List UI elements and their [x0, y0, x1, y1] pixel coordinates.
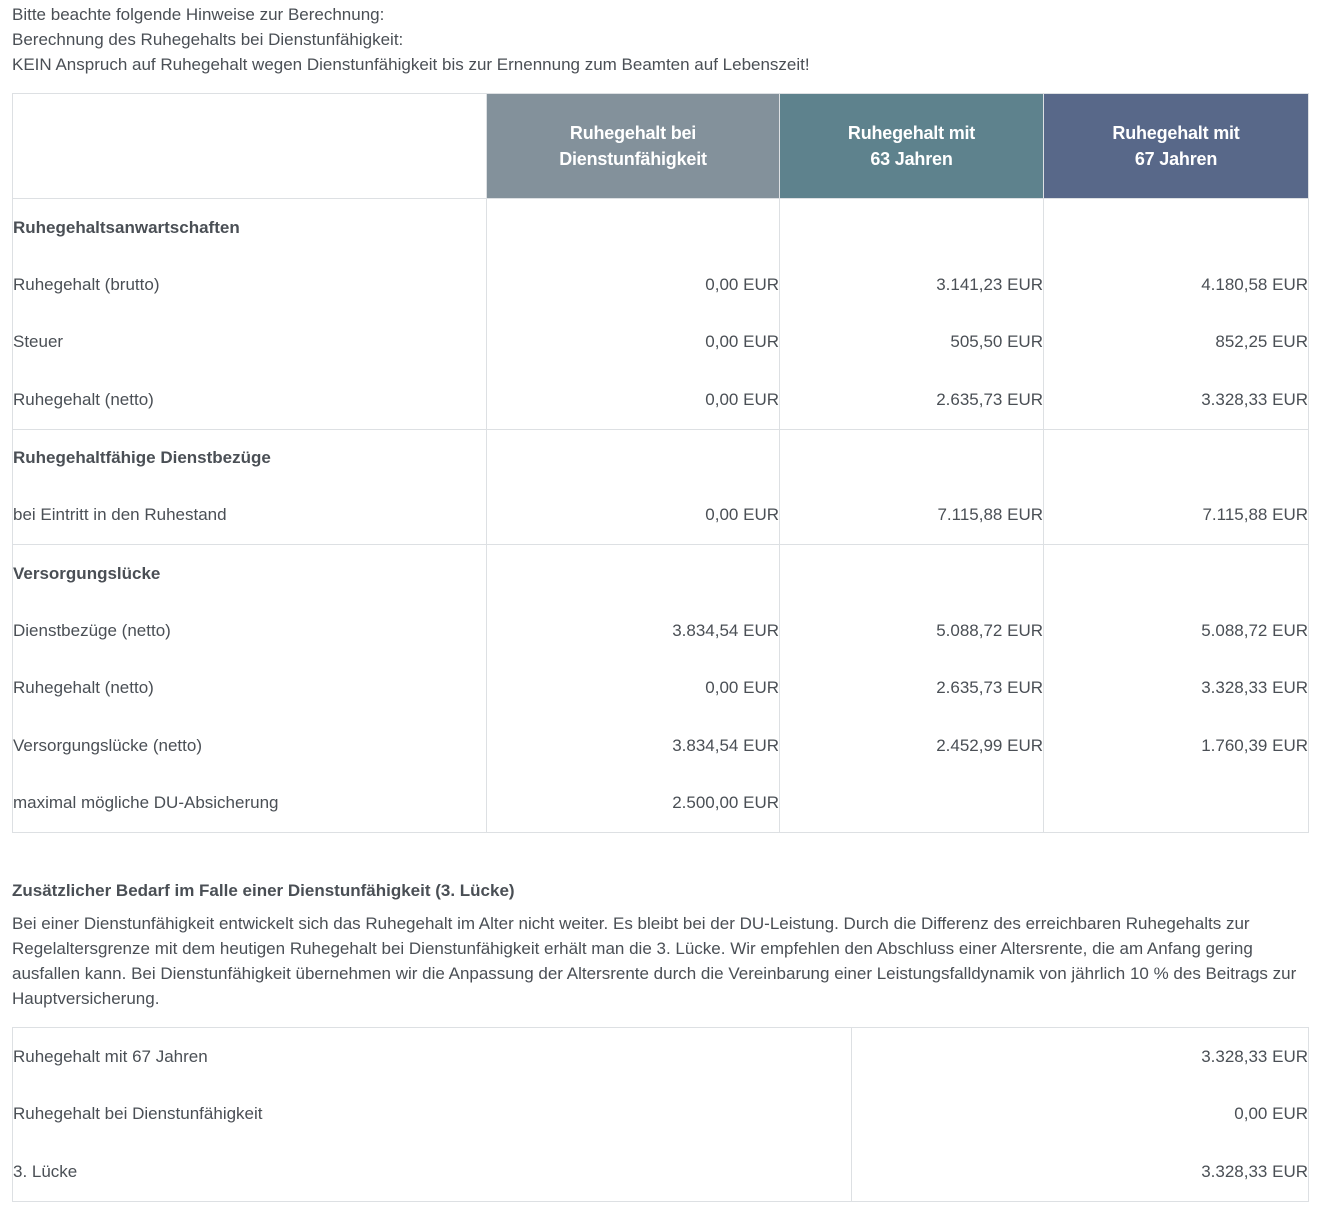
row-label: Ruhegehalt (netto)	[13, 371, 487, 429]
table-row	[13, 314, 1309, 372]
table-row	[13, 256, 1309, 314]
section-title: Ruhegehaltfähige Dienstbezüge	[13, 429, 487, 487]
row-label: maximal mögliche DU-Absicherung	[13, 775, 487, 833]
header-line: Ruhegehalt bei	[569, 123, 697, 143]
third-gap-table	[12, 1027, 1309, 1202]
note-line: Berechnung des Ruhegehalts bei Dienstunfähigkeit:	[12, 30, 404, 49]
value-67: 3.328,33 EUR	[1044, 371, 1309, 429]
row-label: Ruhegehalt (netto)	[13, 660, 487, 718]
header-line: Ruhegehalt mit	[847, 123, 976, 143]
row-label: Ruhegehalt mit 67 Jahren	[13, 1028, 852, 1086]
value-67: 852,25 EUR	[1044, 314, 1309, 372]
note-line: KEIN Anspruch auf Ruhegehalt wegen Dienstunfähigkeit bis zur Ernennung zum Beamten auf Lebenszeit!	[12, 55, 810, 74]
header-pension-67	[1044, 94, 1309, 199]
calculation-notes	[12, 2, 810, 77]
value-63: 2.452,99 EUR	[780, 717, 1044, 775]
value-67: 3.328,33 EUR	[1044, 660, 1309, 718]
value-67: 5.088,72 EUR	[1044, 602, 1309, 660]
row-label: Versorgungslücke (netto)	[13, 717, 487, 775]
value-63	[780, 775, 1044, 833]
table-row	[13, 660, 1309, 718]
header-line: Dienstunfähigkeit	[559, 149, 707, 169]
table-row	[13, 1086, 1309, 1144]
value-63: 5.088,72 EUR	[780, 602, 1044, 660]
table-row	[13, 717, 1309, 775]
pension-comparison-table	[12, 93, 1309, 833]
value-du: 3.834,54 EUR	[487, 717, 780, 775]
table-row	[13, 371, 1309, 429]
section-title: Ruhegehaltsanwartschaften	[13, 199, 487, 257]
value-du: 0,00 EUR	[487, 371, 780, 429]
value-du: 0,00 EUR	[487, 487, 780, 545]
table-row	[13, 602, 1309, 660]
note-line: Bitte beachte folgende Hinweise zur Berechnung:	[12, 5, 385, 24]
table-row	[13, 1028, 1309, 1086]
value-du: 2.500,00 EUR	[487, 775, 780, 833]
header-line: Ruhegehalt mit	[1112, 123, 1240, 143]
value-63: 2.635,73 EUR	[780, 371, 1044, 429]
table-row	[13, 487, 1309, 545]
row-label: bei Eintritt in den Ruhestand	[13, 487, 487, 545]
value-63: 2.635,73 EUR	[780, 660, 1044, 718]
section-header-row	[13, 199, 1309, 257]
value-du: 0,00 EUR	[487, 314, 780, 372]
row-label: Steuer	[13, 314, 487, 372]
value-du: 3.834,54 EUR	[487, 602, 780, 660]
third-gap-title: Zusätzlicher Bedarf im Falle einer Dienstunfähigkeit (3. Lücke)	[12, 881, 515, 900]
row-value: 3.328,33 EUR	[852, 1143, 1309, 1201]
header-pension-63	[780, 94, 1044, 199]
header-line: 63 Jahren	[870, 149, 953, 169]
header-empty-cell	[13, 94, 487, 199]
value-67	[1044, 775, 1309, 833]
row-value: 3.328,33 EUR	[852, 1028, 1309, 1086]
value-63: 3.141,23 EUR	[780, 256, 1044, 314]
row-label: Dienstbezüge (netto)	[13, 602, 487, 660]
row-label: 3. Lücke	[13, 1143, 852, 1201]
value-67: 1.760,39 EUR	[1044, 717, 1309, 775]
row-value: 0,00 EUR	[852, 1086, 1309, 1144]
third-gap-description: Bei einer Dienstunfähigkeit entwickelt sich das Ruhegehalt im Alter nicht weiter. Es bleibt bei der DU-Leistung. Durch die Differenz des erreichbaren Ruhegehalts zur Regelaltersgrenze mit dem heutigen Ruhegehalt bei Dienstunfähigkeit erhält man die 3. Lücke. Wir empfehlen den Abschluss einer Altersrente, die am Anfang gering ausfallen kann. Bei Dienstunfähigkeit übernehmen wir die Anpassung der Altersrente durch die Vereinbarung einer Leistungsfalldynamik von jährlich 10 % des Beitrags zur Hauptversicherung.	[12, 914, 1297, 1008]
header-disability-pension	[487, 94, 780, 199]
value-63: 505,50 EUR	[780, 314, 1044, 372]
section-title: Versorgungslücke	[13, 545, 487, 603]
row-label: Ruhegehalt bei Dienstunfähigkeit	[13, 1086, 852, 1144]
value-67: 4.180,58 EUR	[1044, 256, 1309, 314]
value-du: 0,00 EUR	[487, 256, 780, 314]
value-67: 7.115,88 EUR	[1044, 487, 1309, 545]
section-header-row	[13, 545, 1309, 603]
value-du: 0,00 EUR	[487, 660, 780, 718]
value-63: 7.115,88 EUR	[780, 487, 1044, 545]
section-header-row	[13, 429, 1309, 487]
header-line: 67 Jahren	[1134, 149, 1218, 169]
table-row	[13, 775, 1309, 833]
table-row	[13, 1143, 1309, 1201]
row-label: Ruhegehalt (brutto)	[13, 256, 487, 314]
